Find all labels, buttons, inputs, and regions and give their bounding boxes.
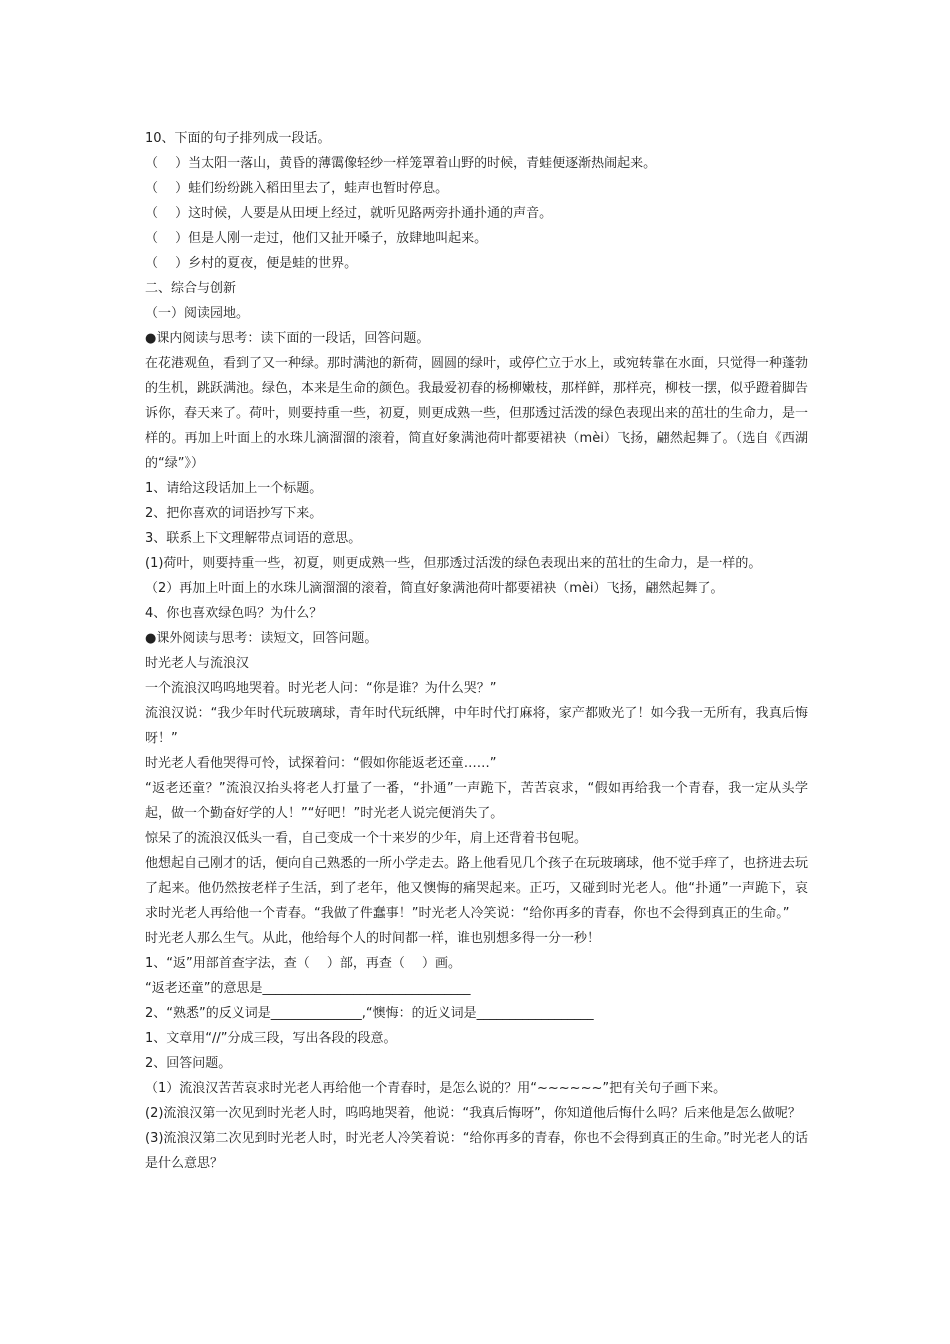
story-paragraph: 时光老人那么生气。从此，他给每个人的时间都一样，谁也别想多得一分一秒！ (145, 931, 601, 946)
out-class-question-4-3: (3)流浪汉第二次见到时光老人时，时光老人冷笑着说：“给你再多的青春，你也不会得到真正的生命。”时光老人的话是什么意思？ (145, 1131, 808, 1171)
story-paragraph: “返老还童？”流浪汉抬头将老人打量了一番，“扑通”一声跪下，苦苦哀求，“假如再给我一个青春，我一定从头学起，做一个勤奋好学的人！”“好吧！”时光老人说完便消失了。 (145, 781, 808, 821)
in-class-reading-heading: ●课内阅读与思考：读下面的一段话，回答问题。 (145, 331, 430, 346)
out-class-question-3: 1、文章用“//”分成三段，写出各段的段意。 (145, 1031, 397, 1046)
in-class-passage: 在花港观鱼，看到了又一种绿。那时满池的新荷，圆圆的绿叶，或停伫立于水上，或宛转靠在水面，只觉得一种蓬勃的生机，跳跃满池。绿色，本来是生命的颜色。我最爱初春的杨柳嫩枝，那样鲜，那样亮，柳枝一摆，似乎蹬着脚告诉你，春天来了。荷叶，则要持重一些，初夏，则更成熟一些，但那透过活泼的绿色表现出来的茁壮的生命力，是一样的。再加上叶面上的水珠儿滴溜溜的滚着，简直好象满池荷叶都要裙袂（mèi）飞扬，翩然起舞了。（选自《西湖的“绿”》） (145, 356, 809, 471)
out-class-question-1: 1、“返”用部首查字法，查（ ）部，再查（ ）画。 (145, 956, 462, 971)
out-class-reading-heading: ●课外阅读与思考：读短文，回答问题。 (145, 631, 378, 646)
story-paragraph: 流浪汉说：“我少年时代玩玻璃球，青年时代玩纸牌，中年时代打麻将，家产都败光了！如今我一无所有，我真后悔呀！” (145, 706, 808, 746)
q10-item: （ ）这时候，人要是从田埂上经过，就听见路两旁扑通扑通的声音。 (145, 206, 553, 221)
in-class-question-3: 3、联系上下文理解带点词语的意思。 (145, 531, 362, 546)
story-title: 时光老人与流浪汉 (145, 656, 250, 671)
out-class-question-4: 2、回答问题。 (145, 1056, 232, 1071)
out-class-question-4-2: (2)流浪汉第一次见到时光老人时，呜呜地哭着，他说：“我真后悔呀”，你知道他后悔什么吗？后来他是怎么做呢？ (145, 1106, 801, 1121)
in-class-question-3-1: (1)荷叶，则要持重一些，初夏，则更成熟一些，但那透过活泼的绿色表现出来的茁壮的生命力，是一样的。 (145, 556, 762, 571)
q10-title: 10、下面的句子排列成一段话。 (145, 131, 331, 146)
story-paragraph: 一个流浪汉呜呜地哭着。时光老人问：“你是谁？为什么哭？” (145, 681, 497, 696)
story-paragraph: 他想起自己刚才的话，便向自己熟悉的一所小学走去。路上他看见几个孩子在玩玻璃球，他不觉手痒了，也挤进去玩了起来。他仍然按老样子生活，到了老年，他又懊悔的痛哭起来。正巧，又碰到时光老人。他“扑通”一声跪下，哀求时光老人再给他一个青春。“我做了件蠢事！”时光老人冷笑说：“给你再多的青春，你也不会得到真正的生命。” (145, 856, 809, 921)
in-class-question-2: 2、把你喜欢的词语抄写下来。 (145, 506, 323, 521)
story-paragraph: 惊呆了的流浪汉低头一看，自己变成一个十来岁的少年，肩上还背着书包呢。 (145, 831, 588, 846)
q10-item: （ ）但是人刚一走过，他们又扯开嗓子，放肆地叫起来。 (145, 231, 488, 246)
out-class-question-1b: “返老还童”的意思是________________________________ (145, 981, 471, 996)
out-class-question-2: 2、“熟悉”的反义词是______________,“懊悔：的近义词是__________________ (145, 1006, 594, 1021)
document-body (145, 126, 808, 1176)
q10-item: （ ）当太阳一落山，黄昏的薄霭像轻纱一样笼罩着山野的时候，青蛙便逐渐热闹起来。 (145, 156, 657, 171)
story-paragraph: 时光老人看他哭得可怜，试探着问：“假如你能返老还童……” (145, 756, 497, 771)
in-class-question-4: 4、你也喜欢绿色吗？为什么？ (145, 606, 323, 621)
q10-item: （ ）蛙们纷纷跳入稻田里去了，蛙声也暂时停息。 (145, 181, 449, 196)
section-2-title: 二、综合与创新 (145, 281, 237, 296)
q10-item: （ ）乡村的夏夜，便是蛙的世界。 (145, 256, 358, 271)
in-class-question-1: 1、请给这段话加上一个标题。 (145, 481, 323, 496)
in-class-question-3-2: （2）再加上叶面上的水珠儿滴溜溜的滚着，简直好象满池荷叶都要裙袂（mèi）飞扬，翩然起舞了。 (145, 581, 724, 596)
subsection-1-title: （一）阅读园地。 (145, 306, 250, 321)
out-class-question-4-1: （1）流浪汉苦苦哀求时光老人再给他一个青春时，是怎么说的？用“~~~~~~”把有关句子画下来。 (145, 1081, 727, 1096)
